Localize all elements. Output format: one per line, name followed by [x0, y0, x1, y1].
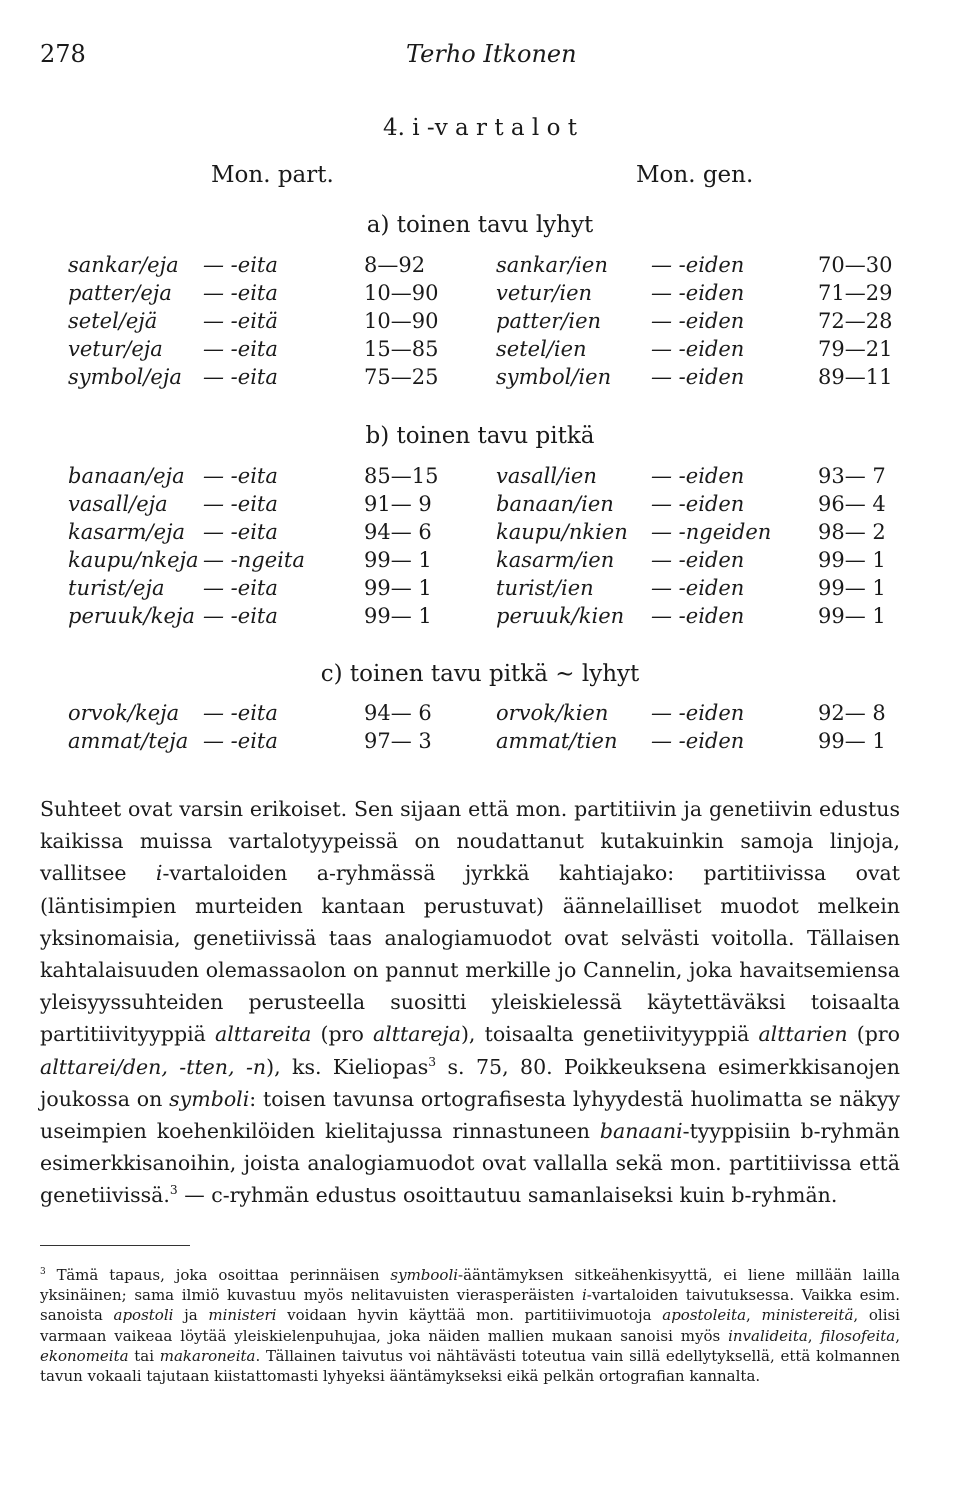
table-row	[0, 492, 960, 520]
partitive-form: kasarm/eja	[68, 520, 186, 544]
partitive-variant: — -eita	[203, 492, 278, 516]
genitive-ratio: 89—11	[818, 365, 893, 389]
genitive-ratio: 96— 4	[818, 492, 886, 516]
partitive-variant: — -eita	[203, 701, 278, 725]
genitive-variant: — -eiden	[651, 337, 745, 361]
genitive-form: setel/ien	[496, 337, 587, 361]
table-row	[0, 365, 960, 393]
genitive-form: sankar/ien	[496, 253, 608, 277]
genitive-form: kaupu/nkien	[496, 520, 628, 544]
genitive-variant: — -eiden	[651, 365, 745, 389]
genitive-variant: — -eiden	[651, 253, 745, 277]
partitive-form: patter/eja	[68, 281, 172, 305]
partitive-ratio: 99— 1	[364, 548, 432, 572]
section-title: 4. i -v a r t a l o t	[383, 115, 577, 141]
group-title-c: c) toinen tavu pitkä ∼ lyhyt	[320, 661, 640, 687]
partitive-form: vetur/eja	[68, 337, 163, 361]
footnote-divider	[40, 1245, 190, 1246]
partitive-form: setel/ejä	[68, 309, 158, 333]
partitive-form: banaan/eja	[68, 464, 185, 488]
partitive-form: ammat/teja	[68, 729, 189, 753]
group-title-a: a) toinen tavu lyhyt	[366, 212, 594, 238]
partitive-ratio: 99— 1	[364, 576, 432, 600]
table-row	[0, 520, 960, 548]
table-row	[0, 309, 960, 337]
genitive-variant: — -eiden	[651, 464, 745, 488]
table-row	[0, 576, 960, 604]
partitive-variant: — -eita	[203, 365, 278, 389]
partitive-ratio: 94— 6	[364, 520, 432, 544]
group-title-b: b) toinen tavu pitkä	[365, 423, 595, 449]
partitive-variant: — -eita	[203, 604, 278, 628]
genitive-form: turist/ien	[496, 576, 594, 600]
page-number: 278	[40, 40, 86, 68]
table-row	[0, 281, 960, 309]
table-row	[0, 253, 960, 281]
table-row	[0, 337, 960, 365]
column-header-partitive: Mon. part.	[211, 162, 334, 188]
column-header-genitive: Mon. gen.	[636, 162, 754, 188]
genitive-ratio: 70—30	[818, 253, 893, 277]
table-row	[0, 729, 960, 757]
genitive-variant: — -eiden	[651, 309, 745, 333]
partitive-form: turist/eja	[68, 576, 165, 600]
partitive-variant: — -eita	[203, 464, 278, 488]
table-row	[0, 464, 960, 492]
table-row	[0, 604, 960, 632]
partitive-form: symbol/eja	[68, 365, 182, 389]
partitive-variant: — -eita	[203, 253, 278, 277]
partitive-form: peruuk/keja	[68, 604, 195, 628]
partitive-variant: — -eita	[203, 337, 278, 361]
genitive-ratio: 99— 1	[818, 576, 886, 600]
genitive-variant: — -eiden	[651, 548, 745, 572]
partitive-form: orvok/keja	[68, 701, 180, 725]
partitive-ratio: 15—85	[364, 337, 439, 361]
genitive-form: orvok/kien	[496, 701, 609, 725]
partitive-ratio: 97— 3	[364, 729, 432, 753]
genitive-ratio: 98— 2	[818, 520, 886, 544]
footnote: $^3$ Tämä tapaus, joka osoittaa perinnäisen symbooli-ääntämyksen sitkeähenkisyyttä, ei liene millään lailla yksinäinen; sama ilmiö kuvastuu myös nelitavuisten vierasperäisten i-vartaloiden taivutuksessa. Vaikka esim. sanoista apostoli ja ministeri voidaan hyvin käyttää mon. partitiivimuotoja apostoleita, ministereitä, olisi varmaan vaikeaa löytää yleiskielenpuhujaa, joka näiden mallien mukaan sanoisi myös invalideita, filosofeita, ekonomeita tai makaroneita. Tällainen taivutus voi nähtävästi toteutua vain sillä edellytyksellä, että kolmannen tavun vokaali tajutaan kiistattomasti lyhyeksi ääntämykseksi eikä pelkän ortografian kannalta.	[40, 1266, 900, 1386]
genitive-variant: — -eiden	[651, 281, 745, 305]
genitive-form: vetur/ien	[496, 281, 593, 305]
genitive-variant: — -eiden	[651, 492, 745, 516]
genitive-form: banaan/ien	[496, 492, 614, 516]
genitive-variant: — -eiden	[651, 701, 745, 725]
genitive-form: vasall/ien	[496, 464, 597, 488]
partitive-variant: — -ngeita	[203, 548, 305, 572]
partitive-variant: — -eitä	[203, 309, 278, 333]
partitive-form: vasall/eja	[68, 492, 168, 516]
partitive-ratio: 75—25	[364, 365, 439, 389]
genitive-ratio: 71—29	[818, 281, 893, 305]
genitive-form: ammat/tien	[496, 729, 618, 753]
partitive-ratio: 99— 1	[364, 604, 432, 628]
genitive-variant: — -eiden	[651, 576, 745, 600]
table-row	[0, 701, 960, 729]
genitive-variant: — -eiden	[651, 729, 745, 753]
body-paragraph: Suhteet ovat varsin erikoiset. Sen sijaan että mon. partitiivin ja genetiivin edustus kaikissa muissa vartalotyypeissä on noudattanut kutakuinkin samoja linjoja, vallitsee i-vartaloiden a-ryhmässä jyrkkä kahtiajako: partitiivissa ovat (läntisimpien murteiden kantaan perustuvat) äännelailliset muodot melkein yksinomaisia, genetiivissä taas analogiamuodot ovat selvästi voitolla. Tällaisen kahtalaisuuden olemassaolon on pannut merkille jo Cannelin, joka havaitsemiensa yleisyyssuhteiden perusteella suositti yleiskielessä käytettäväksi toisaalta partitiivityyppiä alttareita (pro alttareja), toisaalta genetiivityyppiä alttarien (pro alttarei/den, -tten, -n), ks. Kieliopas$^3$ s. 75, 80. Poikkeuksena esimerkkisanojen joukossa on symboli: toisen tavunsa ortografisesta lyhyydestä huolimatta se näkyy useimpien koehenkilöiden kielitajussa rinnastuneen banaani-tyyppisiin b-ryhmän esimerkkisanoihin, joista analogiamuodot ovat vallalla sekä mon. partitiivissa että genetiivissä.$^3$ — c-ryhmän edustus osoittautuu samanlaiseksi kuin b-ryhmän.	[40, 797, 901, 1208]
partitive-ratio: 91— 9	[364, 492, 432, 516]
partitive-ratio: 85—15	[364, 464, 439, 488]
genitive-ratio: 92— 8	[818, 701, 886, 725]
genitive-ratio: 93— 7	[818, 464, 886, 488]
genitive-ratio: 99— 1	[818, 604, 886, 628]
partitive-ratio: 8—92	[364, 253, 426, 277]
partitive-ratio: 10—90	[364, 309, 439, 333]
partitive-form: sankar/eja	[68, 253, 179, 277]
table-row	[0, 548, 960, 576]
genitive-ratio: 72—28	[818, 309, 893, 333]
genitive-form: peruuk/kien	[496, 604, 625, 628]
genitive-ratio: 99— 1	[818, 548, 886, 572]
genitive-form: symbol/ien	[496, 365, 612, 389]
partitive-variant: — -eita	[203, 729, 278, 753]
genitive-ratio: 79—21	[818, 337, 893, 361]
running-head-author: Terho Itkonen	[406, 40, 577, 68]
genitive-variant: — -eiden	[651, 604, 745, 628]
partitive-form: kaupu/nkeja	[68, 548, 199, 572]
partitive-ratio: 94— 6	[364, 701, 432, 725]
partitive-variant: — -eita	[203, 520, 278, 544]
genitive-variant: — -ngeiden	[651, 520, 772, 544]
genitive-ratio: 99— 1	[818, 729, 886, 753]
partitive-variant: — -eita	[203, 281, 278, 305]
partitive-ratio: 10—90	[364, 281, 439, 305]
partitive-variant: — -eita	[203, 576, 278, 600]
genitive-form: patter/ien	[496, 309, 602, 333]
genitive-form: kasarm/ien	[496, 548, 615, 572]
